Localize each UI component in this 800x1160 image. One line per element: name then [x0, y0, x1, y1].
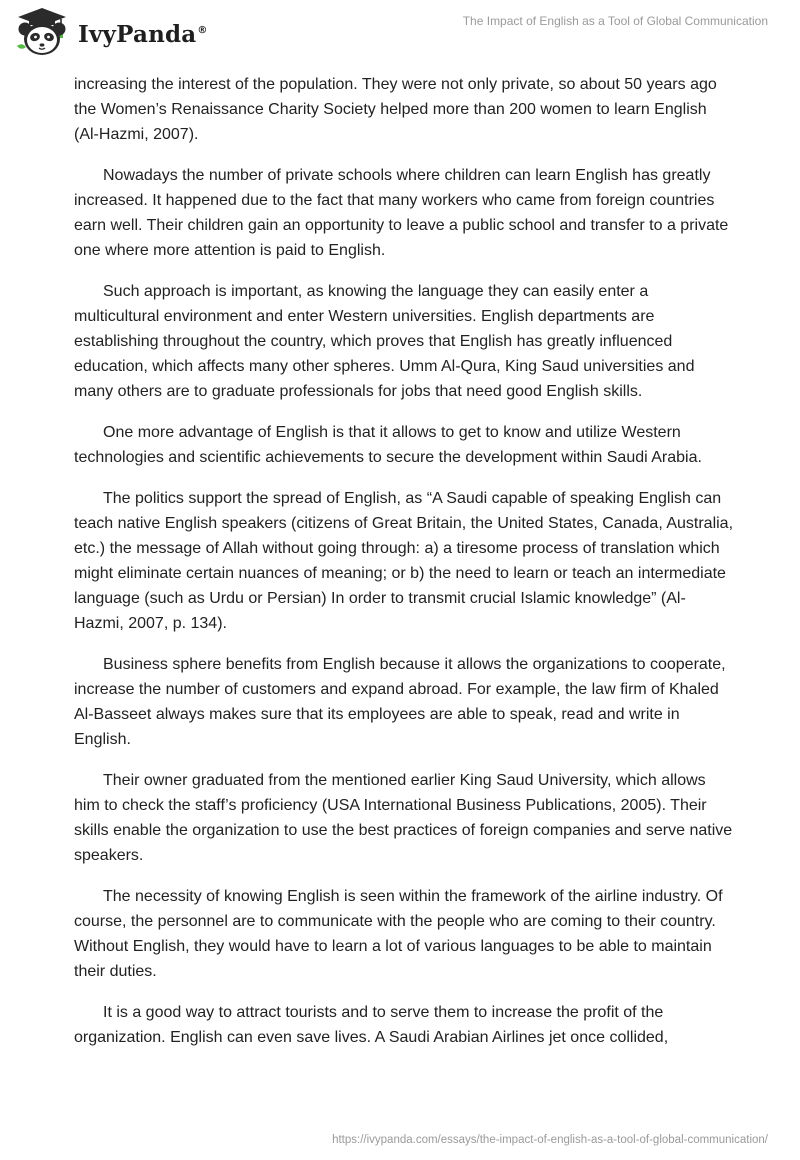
paragraph-continued: increasing the interest of the population. They were not only private, so about 50 years ago the Women’s Renaissance Charity Society helped more than 200 women to learn English (Al-Hazmi, 2007). — [74, 76, 717, 143]
logo-name: IvyPanda — [78, 20, 197, 48]
document-title: The Impact of English as a Tool of Global Communication — [462, 14, 768, 28]
paragraph: Such approach is important, as knowing the language they can easily enter a multicultural environment and enter Western universities. English departments are establishing throughout the country, which proves that English has greatly influenced education, which affects many other spheres. Umm Al-Qura, King Saud universities and many others are to graduate professionals for jobs that need good English skills. — [74, 283, 695, 400]
panda-graduate-icon — [14, 6, 70, 58]
paragraph: Their owner graduated from the mentioned earlier King Saud University, which allows him to check the staff’s proficiency (USA International Business Publications, 2005). Their skills enable the organization to use the best practices of foreign companies and serve native speakers. — [74, 772, 733, 864]
logo-wordmark — [78, 21, 208, 48]
paragraph: The politics support the spread of English, as “A Saudi capable of speaking English can teach native English speakers (citizens of Great Britain, the United States, Canada, Australia, etc.) the message of Allah without going through: a) a tiresome process of translation which might eliminate certain nuances of meaning; or b) the need to learn or teach an intermediate language (such as Urdu or Persian) In order to transmit crucial Islamic knowledge” (Al-Hazmi, 2007, p. 134). — [74, 490, 734, 632]
paragraph: Nowadays the number of private schools where children can learn English has greatly increased. It happened due to the fact that many workers who came from foreign countries earn well. Their children gain an opportunity to leave a public school and transfer to a private one where more attention is paid to English. — [74, 167, 729, 259]
paragraph: One more advantage of English is that it allows to get to know and utilize Western technologies and scientific achievements to secure the development within Saudi Arabia. — [74, 424, 702, 466]
paragraph: Business sphere benefits from English because it allows the organizations to cooperate, increase the number of customers and expand abroad. For example, the law firm of Khaled Al-Basseet always makes sure that its employees are able to speak, read and write in English. — [74, 656, 726, 748]
page-header — [0, 0, 800, 70]
ivypanda-logo[interactable] — [14, 6, 208, 58]
registered-mark: ® — [197, 24, 208, 36]
source-url-link[interactable]: https://ivypanda.com/essays/the-impact-of-english-as-a-tool-of-global-communication/ — [332, 1134, 768, 1146]
paragraph: It is a good way to attract tourists and to serve them to increase the profit of the organization. English can even save lives. A Saudi Arabian Airlines jet once collided, — [74, 1004, 669, 1046]
essay-body — [74, 72, 734, 1066]
paragraph: The necessity of knowing English is seen within the framework of the airline industry. Of course, the personnel are to communicate with the people who are coming to their country. Without English, they would have to learn a lot of various languages to be able to maintain their duties. — [74, 888, 723, 980]
